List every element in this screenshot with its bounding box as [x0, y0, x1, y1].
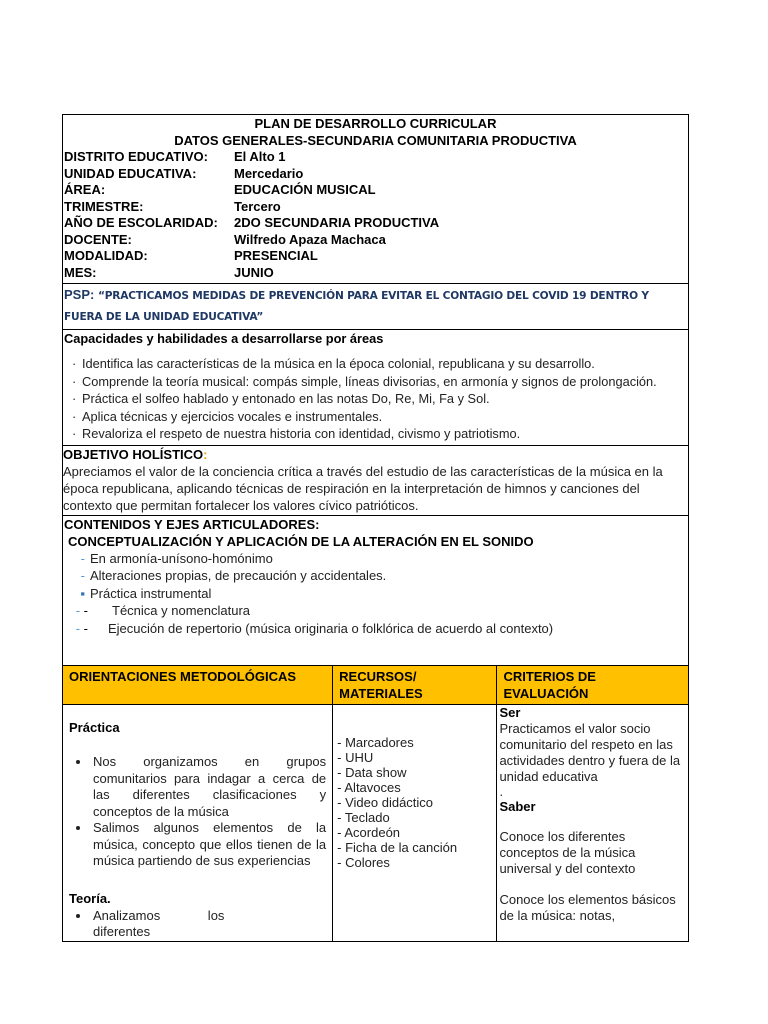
field-value: EDUCACIÓN MUSICAL [234, 182, 376, 197]
contenidos-title: CONTENIDOS Y EJES ARTICULADORES: [64, 516, 320, 532]
header-recursos: RECURSOS/ MATERIALES [333, 666, 497, 705]
general-data-section [62, 114, 689, 283]
contenido-text: En armonía-unísono-homónimo [90, 550, 273, 566]
field-label: UNIDAD EDUCATIVA: [64, 165, 197, 181]
general-data-rows [63, 149, 688, 281]
recurso-item: - Marcadores [337, 735, 414, 750]
general-data-row [63, 248, 688, 265]
capacidad-text: Identifica las características de la música en la época colonial, republicana y su desarrollo. [82, 356, 595, 371]
field-label: DOCENTE: [64, 231, 132, 247]
contenido-text: Práctica instrumental [90, 585, 212, 601]
list-item [72, 425, 688, 443]
header-criterios: CRITERIOS DE EVALUACIÓN [497, 666, 689, 705]
recurso-item: - Colores [337, 855, 390, 870]
recurso-item: - Teclado [337, 810, 390, 825]
curricular-plan-document [62, 114, 689, 942]
recurso-item: - UHU [337, 750, 374, 765]
field-label: MODALIDAD: [64, 248, 148, 263]
objetivo-colon: : [203, 446, 208, 462]
field-label: MES: [64, 264, 97, 280]
field-label: AÑO DE ESCOLARIDAD: [64, 215, 218, 230]
ser-label: Ser [499, 705, 521, 720]
methodology-table-wrapper [62, 643, 689, 942]
practica-label: Práctica [69, 720, 120, 735]
double-dash-marker: - - [75, 603, 88, 618]
saber-text-2: Conoce los elementos básicos de la música: notas, [499, 892, 676, 923]
saber-text-1: Conoce los diferentes conceptos de la música universal y del contexto [499, 829, 636, 876]
list-item [72, 408, 688, 426]
bullet-icon: · [72, 391, 77, 406]
field-value: El Alto 1 [234, 149, 286, 164]
list-item [72, 373, 688, 391]
field-label: ÁREA: [64, 182, 106, 197]
list-item: • Salimos algunos elementos de la música, concepto que ellos tienen de la música partiendo de sus experiencias [91, 820, 326, 870]
contenido-text: Técnica y nomenclatura [112, 603, 251, 618]
field-value: Tercero [234, 198, 281, 214]
teoria-label: Teoría. [69, 890, 111, 906]
saber-label: Saber [499, 799, 536, 814]
bullet-icon: · [72, 426, 77, 441]
recursos-cell [333, 705, 497, 942]
dash-marker: - [80, 550, 85, 566]
square-bullet-icon: ▪ [80, 585, 85, 601]
general-data-row [63, 182, 688, 199]
list-item [64, 585, 688, 603]
contenidos-subtitle: CONCEPTUALIZACIÓN Y APLICACIÓN DE LA ALTERACIÓN EN EL SONIDO [68, 533, 534, 549]
field-value: PRESENCIAL [234, 248, 318, 263]
table-header-row [63, 666, 689, 705]
objetivo-title [63, 446, 688, 463]
list-item: • Analizamos los diferentes [91, 908, 326, 941]
psp-section [62, 283, 689, 329]
field-label: TRIMESTRE: [64, 198, 144, 214]
list-item [64, 620, 688, 638]
double-dash-marker: - - [75, 620, 88, 636]
recurso-item: - Data show [337, 765, 407, 780]
list-item [64, 550, 688, 568]
table-row [63, 705, 689, 942]
general-data-row [63, 215, 688, 232]
objetivo-title-text: OBJETIVO HOLÍSTICO [63, 446, 204, 462]
recurso-item: - Video didáctico [337, 795, 434, 810]
list-item [64, 567, 688, 585]
general-data-row [63, 232, 688, 249]
document-title: PLAN DE DESARROLLO CURRICULAR [254, 116, 497, 131]
field-label: DISTRITO EDUCATIVO: [64, 149, 208, 164]
capacidad-text: Práctica el solfeo hablado y entonado en las notas Do, Re, Mi, Fa y Sol. [82, 391, 490, 406]
general-data-row [63, 166, 688, 183]
capacidades-title: Capacidades y habilidades a desarrollarse por áreas [64, 331, 384, 346]
list-item [72, 390, 688, 408]
bullet-icon: · [72, 408, 77, 424]
field-value: JUNIO [234, 264, 274, 280]
teoria-list [69, 908, 326, 941]
bullet-icon: · [72, 373, 77, 389]
capacidades-section [62, 329, 689, 445]
orientaciones-cell [63, 705, 333, 942]
recurso-item: - Altavoces [337, 780, 401, 795]
field-value: Mercedario [234, 165, 304, 181]
capacidad-text: Comprende la teoría musical: compás simple, líneas divisorias, en armonía y signos de prolongación. [82, 373, 657, 389]
contenidos-section [62, 515, 689, 644]
document-subtitle: DATOS GENERALES-SECUNDARIA COMUNITARIA PRODUCTIVA [174, 132, 577, 148]
practica-list [69, 754, 326, 870]
list-item [72, 355, 688, 373]
psp-text: “PRACTICAMOS MEDIDAS DE PREVENCIÓN PARA EVITAR EL CONTAGIO DEL COVID 19 DENTRO Y FUERA DE LA UNIDAD EDUCATIVA” [64, 290, 649, 323]
psp-label: PSP: [64, 287, 95, 302]
ser-text: Practicamos el valor socio comunitario del respeto en las actividades dentro y fuera de la unidad educativa [499, 721, 681, 784]
contenido-text: Alteraciones propias, de precaución y accidentales. [90, 568, 387, 583]
criterios-cell [497, 705, 689, 942]
bullet-icon: · [72, 356, 77, 371]
recurso-item: - Acordeón [337, 825, 401, 840]
dot-text: . [499, 784, 504, 799]
list-item [64, 602, 688, 620]
general-data-row [63, 149, 688, 166]
general-data-row [63, 265, 688, 282]
dash-marker: - [80, 568, 85, 583]
capacidad-text: Revaloriza el respeto de nuestra historia con identidad, civismo y patriotismo. [82, 426, 521, 441]
capacidades-list [64, 355, 688, 443]
capacidad-text: Aplica técnicas y ejercicios vocales e instrumentales. [82, 408, 383, 424]
contenido-text: Ejecución de repertorio (música originaria o folklórica de acuerdo al contexto) [108, 620, 554, 636]
recursos-list [337, 735, 494, 870]
general-data-row [63, 199, 688, 216]
recurso-item: - Ficha de la canción [337, 840, 458, 855]
field-value: Wilfredo Apaza Machaca [234, 231, 386, 247]
objetivo-text: Apreciamos el valor de la conciencia crítica a través del estudio de las características de la música en la época republicana, aplicando técnicas de respiración en la interpretación de himnos y canciones del contexto que permitan fortalecer los valores cívico patrióticos. [63, 463, 663, 513]
header-orientaciones: ORIENTACIONES METODOLÓGICAS [63, 666, 333, 705]
objetivo-section [62, 445, 689, 515]
field-value: 2DO SECUNDARIA PRODUCTIVA [234, 215, 440, 230]
list-item: • Nos organizamos en grupos comunitarios para indagar a cerca de las diferentes clasificaciones y conceptos de la música [91, 754, 326, 820]
methodology-table [62, 665, 689, 942]
